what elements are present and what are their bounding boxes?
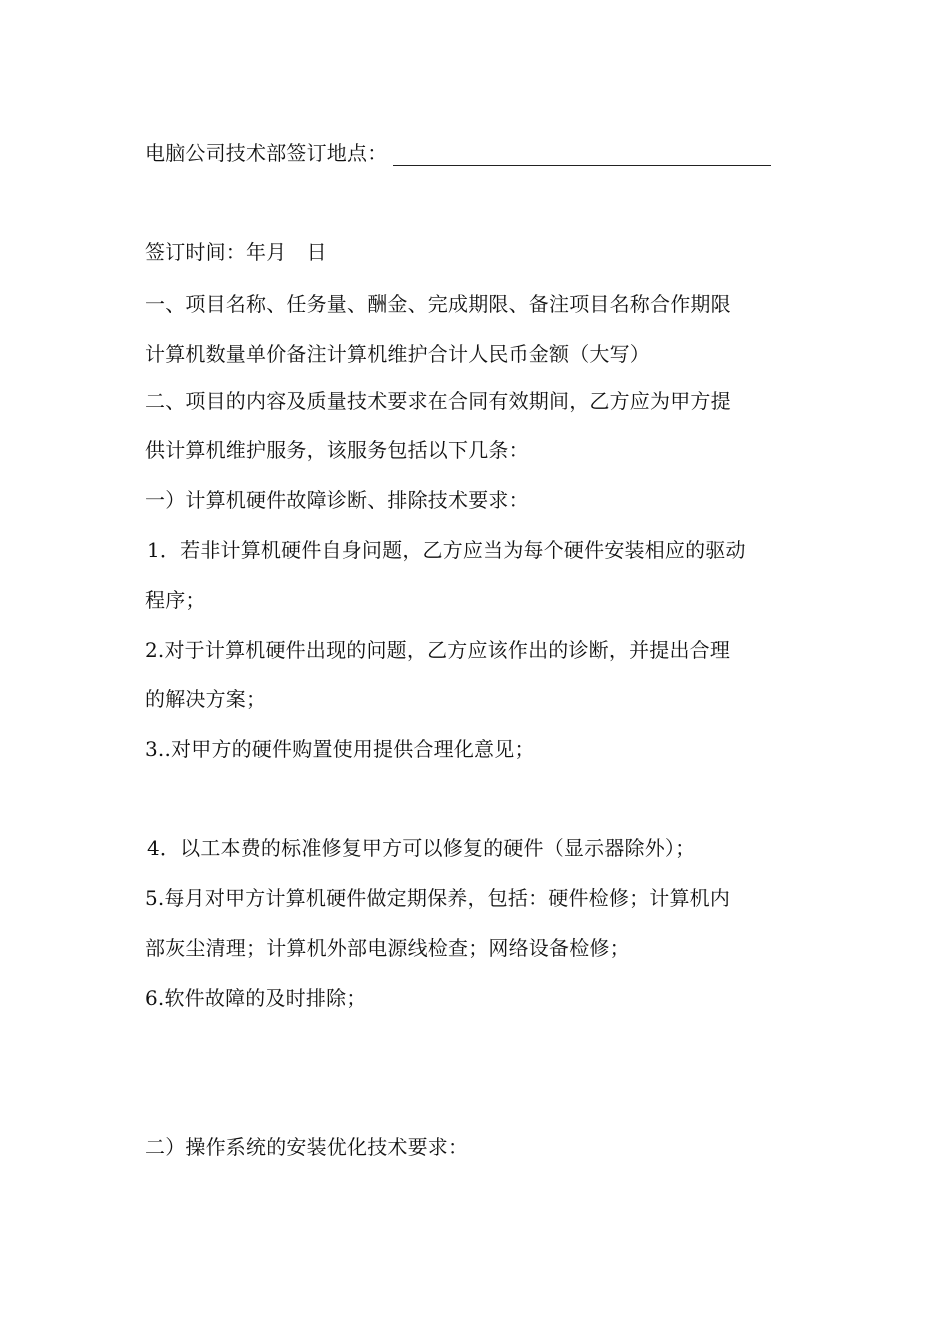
item5-line1: 5.每月对甲方计算机硬件做定期保养，包括：硬件检修；计算机内 — [145, 886, 731, 910]
signing-time-line: 签订时间：年月 日 — [145, 240, 327, 264]
section2-line1: 二、项目的内容及质量技术要求在合同有效期间，乙方应为甲方提 — [145, 389, 731, 413]
signing-place-label: 电脑公司技术部签订地点： — [145, 141, 388, 165]
signing-place-line — [145, 140, 815, 166]
item6: 6.软件故障的及时排除； — [145, 986, 367, 1010]
item4: 4．以工本费的标准修复甲方可以修复的硬件（显示器除外）； — [147, 836, 696, 860]
section1-line1: 一、项目名称、任务量、酬金、完成期限、备注项目名称合作期限 — [145, 292, 731, 316]
item5-line2: 部灰尘清理；计算机外部电源线检查；网络设备检修； — [145, 936, 630, 960]
item1-line2: 程序； — [145, 588, 206, 612]
item2-line1: 2.对于计算机硬件出现的问题，乙方应该作出的诊断，并提出合理 — [145, 638, 731, 662]
section2-line2: 供计算机维护服务，该服务包括以下几条： — [145, 438, 529, 462]
subsection2-title: 二）操作系统的安装优化技术要求： — [145, 1135, 469, 1159]
item2-line2: 的解决方案； — [145, 687, 267, 711]
subsection1-title: 一）计算机硬件故障诊断、排除技术要求： — [145, 488, 529, 512]
section1-line2: 计算机数量单价备注计算机维护合计人民币金额（大写） — [145, 342, 650, 366]
item1-line1: 1．若非计算机硬件自身问题，乙方应当为每个硬件安装相应的驱动 — [147, 538, 746, 562]
signing-place-blank — [393, 145, 771, 166]
item3: 3..对甲方的硬件购置使用提供合理化意见； — [145, 737, 535, 761]
